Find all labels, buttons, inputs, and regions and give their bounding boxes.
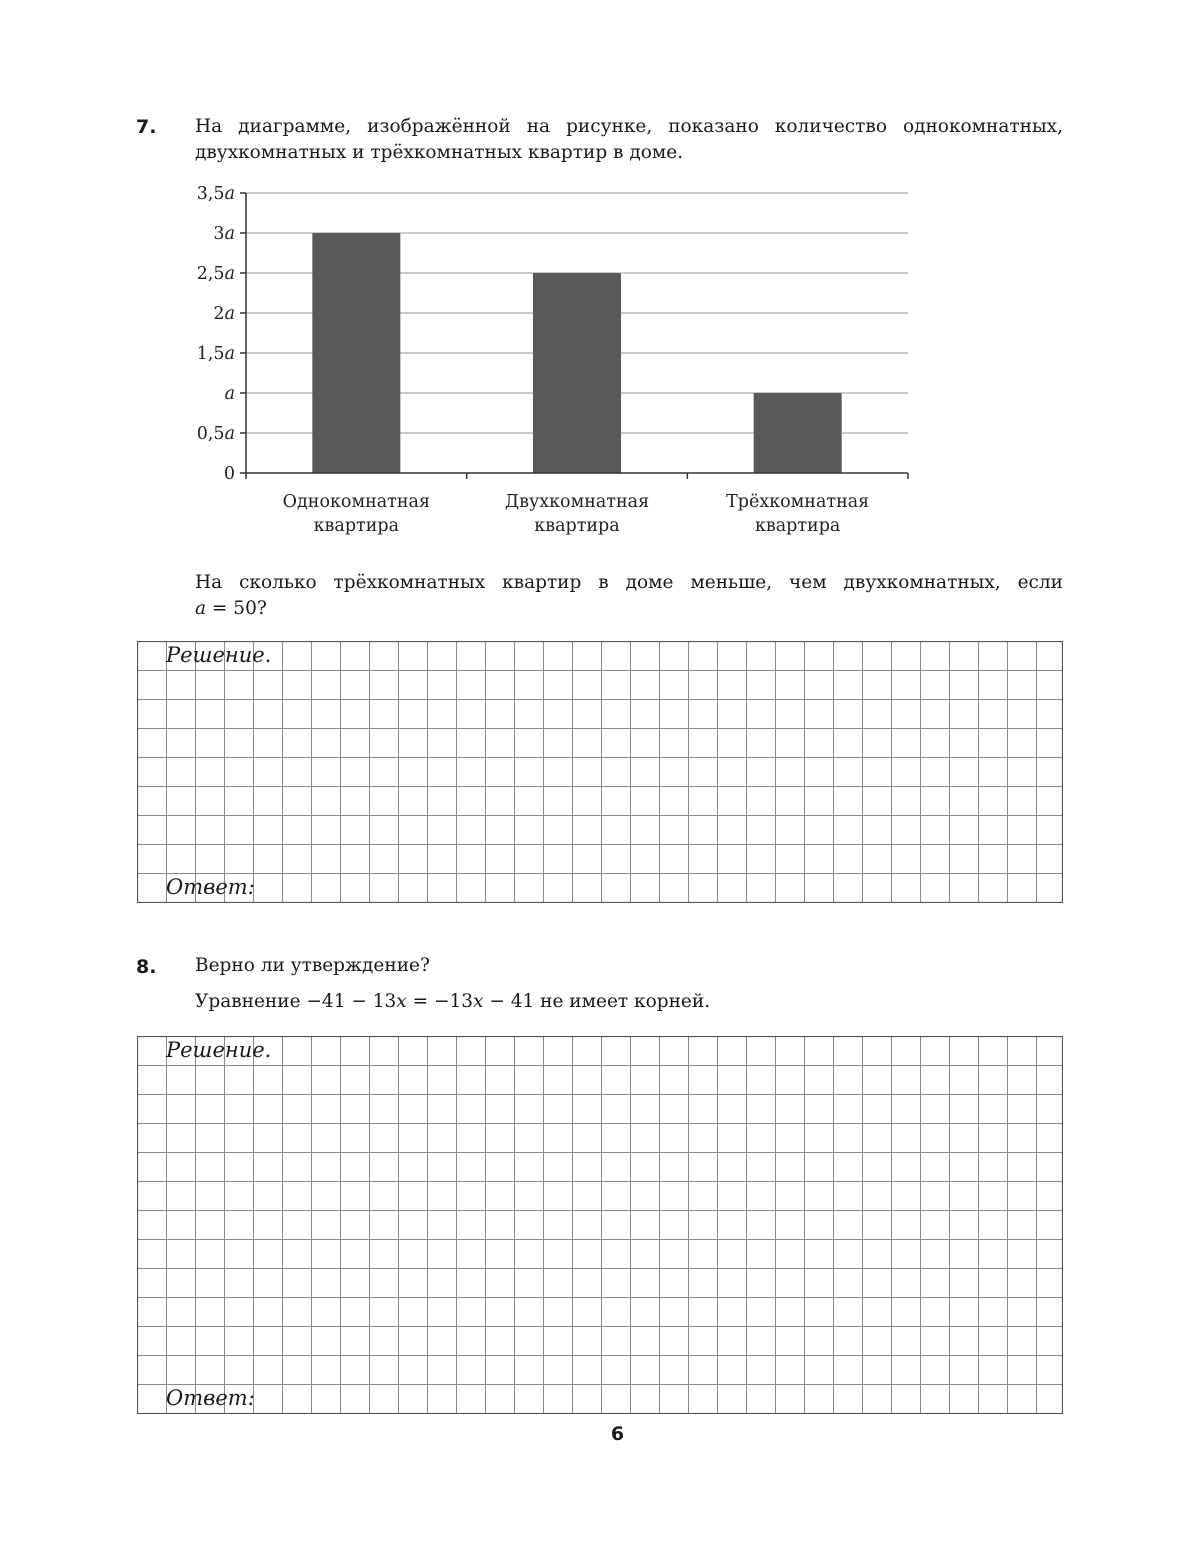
bar: [312, 233, 400, 473]
x-tick-label: квартира: [313, 516, 400, 536]
solution-label: Решение.: [166, 1038, 272, 1062]
page-number: 6: [610, 1423, 625, 1445]
y-tick-label: 2a: [213, 304, 235, 324]
y-tick-label: 3a: [213, 224, 235, 244]
task-8-text-line-2: Уравнение −41 − 13x = −13x − 41 не имеет корней.: [195, 991, 711, 1012]
y-tick-label: 2,5a: [196, 264, 235, 284]
bar-chart: [180, 180, 920, 550]
x-tick-label: Двухкомнатная: [504, 492, 650, 512]
answer-label: Ответ:: [166, 1386, 255, 1410]
task-7-number: 7.: [136, 116, 157, 138]
y-tick-label: 1,5a: [196, 344, 235, 364]
task-7-question-line-1: На сколько трёхкомнатных квартир в доме меньше, чем двухкомнатных, если: [195, 572, 1063, 593]
answer-grid-task-7[interactable]: [137, 641, 1063, 903]
task-7-question-line-2: a = 50?: [195, 598, 267, 619]
answer-label: Ответ:: [166, 875, 255, 899]
task-7-text-line-2: двухкомнатных и трёхкомнатных квартир в доме.: [195, 142, 684, 163]
grid-lines: [137, 1036, 1063, 1414]
chart-y-tick-labels: [197, 184, 235, 484]
y-tick-label: 0,5a: [196, 424, 235, 444]
answer-grid-task-8[interactable]: [137, 1036, 1063, 1414]
y-tick-label: 3,5a: [196, 184, 235, 204]
grid-lines: [137, 641, 1063, 903]
x-tick-label: квартира: [534, 516, 620, 536]
y-tick-label: 0: [223, 464, 235, 484]
bar: [533, 273, 621, 473]
bar: [754, 393, 842, 473]
x-tick-label: Трёхкомнатная: [726, 492, 870, 512]
task-8-text-line-1: Верно ли утверждение?: [195, 955, 430, 976]
x-tick-label: Однокомнатная: [282, 492, 430, 512]
x-tick-label: квартира: [754, 516, 841, 536]
task-8-number: 8.: [136, 956, 157, 978]
task-7-text-line-1: На диаграмме, изображённой на рисунке, показано количество однокомнатных,: [195, 116, 1063, 137]
solution-label: Решение.: [166, 643, 272, 667]
chart-x-tick-labels: [283, 492, 870, 536]
y-tick-label: a: [224, 384, 235, 404]
